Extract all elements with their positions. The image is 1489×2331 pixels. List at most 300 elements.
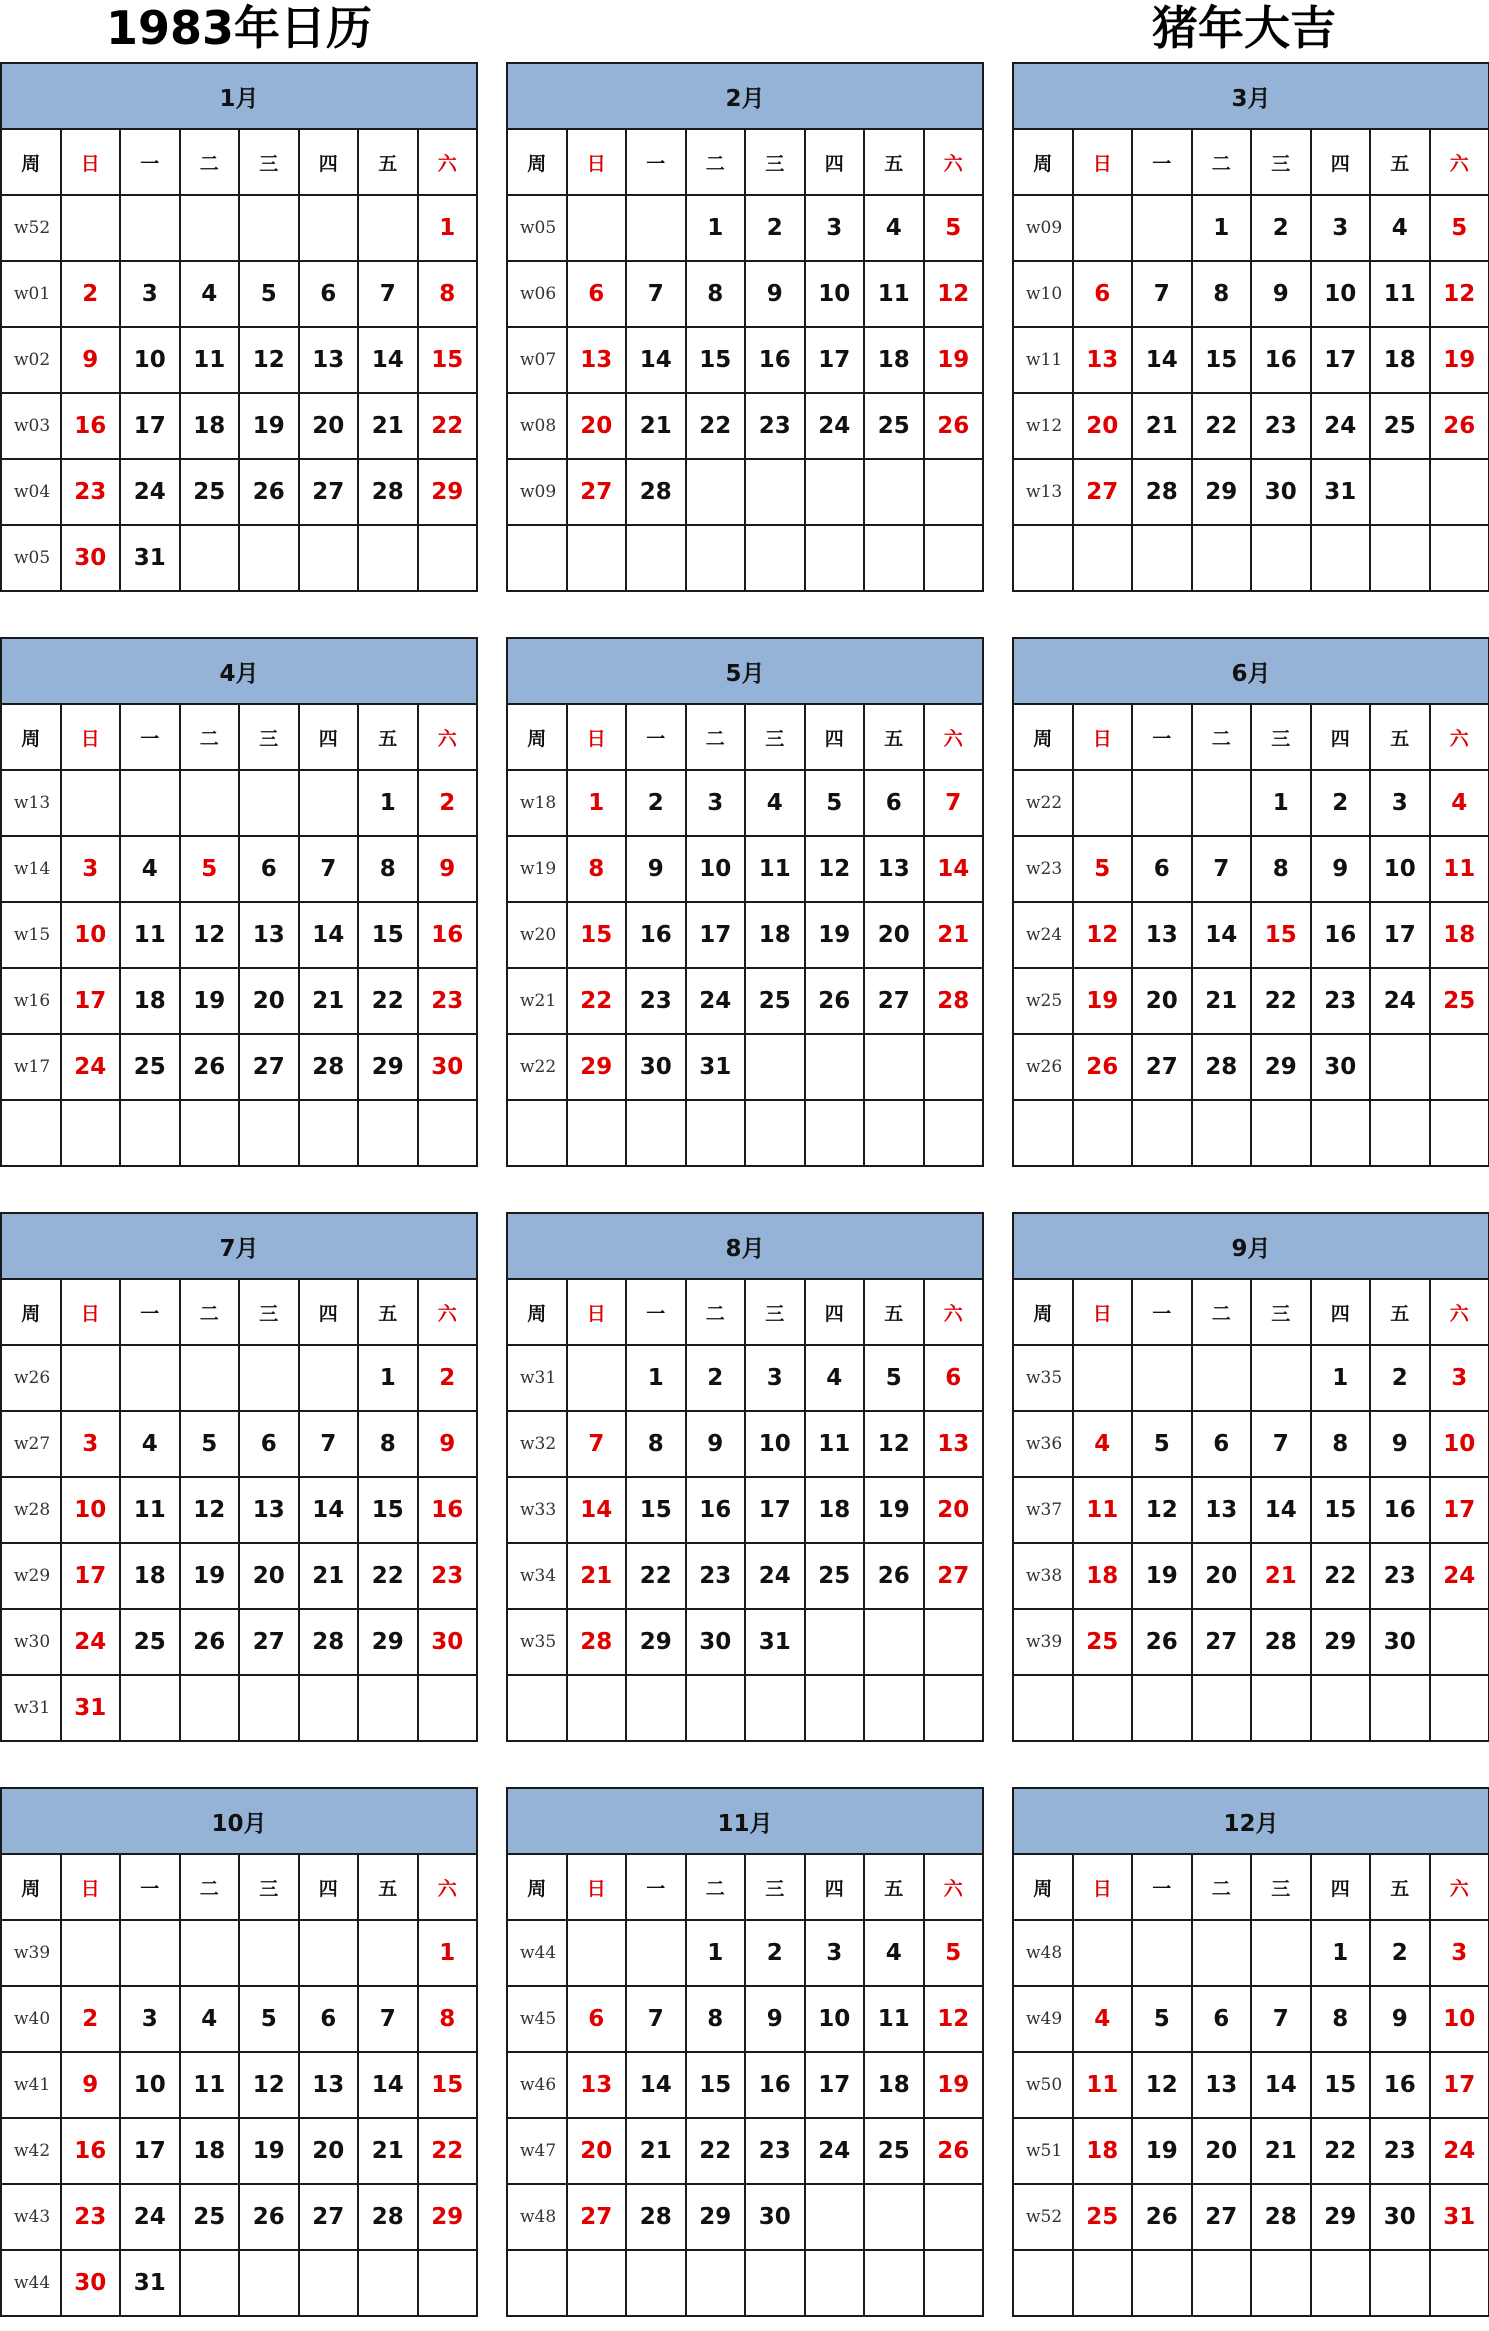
empty-day-cell [1192,1920,1252,1986]
empty-day-cell [180,770,240,836]
empty-day-cell [924,2184,984,2250]
day-cell: 22 [1251,968,1311,1034]
weekday-header: 四 [1311,1854,1371,1920]
day-cell: 21 [299,1543,359,1609]
empty-day-cell [358,2250,418,2316]
day-cell: 29 [418,459,478,525]
empty-day-cell [864,459,924,525]
week-row [1013,327,1489,393]
day-cell: 24 [1430,2118,1489,2184]
week-number: w52 [1,195,61,261]
week-number: w46 [507,2052,567,2118]
empty-day-cell [626,2250,686,2316]
empty-day-cell [299,1675,359,1741]
empty-day-cell [239,1345,299,1411]
day-cell: 5 [805,770,865,836]
day-cell: 23 [418,1543,478,1609]
day-cell: 20 [1073,393,1133,459]
day-cell: 13 [567,327,627,393]
day-cell: 16 [686,1477,746,1543]
day-cell: 5 [180,836,240,902]
day-cell: 12 [180,902,240,968]
empty-day-cell [120,1675,180,1741]
weekday-header: 三 [745,704,805,770]
week-number: w39 [1013,1609,1073,1675]
day-cell: 16 [745,327,805,393]
day-cell: 31 [1430,2184,1489,2250]
week-column-header: 周 [507,1279,567,1345]
day-cell: 1 [1311,1920,1371,1986]
empty-day-cell [626,195,686,261]
day-cell: 17 [805,2052,865,2118]
empty-day-cell [745,2250,805,2316]
week-row [1,902,477,968]
day-cell: 15 [1311,1477,1371,1543]
empty-day-cell [1251,1345,1311,1411]
day-cell: 27 [1192,1609,1252,1675]
week-row [507,1920,983,1986]
day-cell: 15 [567,902,627,968]
weekday-header: 六 [924,1854,984,1920]
page-title: 1983年日历 [106,1,373,55]
day-cell: 21 [1192,968,1252,1034]
week-number [507,525,567,591]
empty-day-cell [1430,1034,1489,1100]
weekday-row [1013,1279,1489,1345]
weekday-header: 三 [745,1279,805,1345]
month-8 [506,1212,982,1756]
day-cell: 15 [358,902,418,968]
week-row [1013,459,1489,525]
month-table [0,1787,478,2317]
day-cell: 28 [1192,1034,1252,1100]
empty-day-cell [358,195,418,261]
week-row [507,195,983,261]
day-cell: 4 [1430,770,1489,836]
empty-day-cell [299,525,359,591]
empty-day-cell [805,525,865,591]
day-cell: 22 [358,1543,418,1609]
weekday-header: 二 [1192,704,1252,770]
day-cell: 7 [626,1986,686,2052]
week-number: w13 [1,770,61,836]
day-cell: 26 [1132,1609,1192,1675]
week-number: w47 [507,2118,567,2184]
day-cell: 7 [1192,836,1252,902]
day-cell: 24 [61,1034,121,1100]
week-row [1013,1986,1489,2052]
day-cell: 30 [61,525,121,591]
day-cell: 9 [61,2052,121,2118]
week-row [1,1411,477,1477]
day-cell: 16 [1370,2052,1430,2118]
empty-day-cell [1430,1100,1489,1166]
empty-day-cell [1370,525,1430,591]
day-cell: 23 [626,968,686,1034]
day-cell: 20 [299,393,359,459]
weekday-header: 六 [418,129,478,195]
day-cell: 12 [239,2052,299,2118]
day-cell: 14 [1132,327,1192,393]
day-cell: 8 [1311,1986,1371,2052]
day-cell: 18 [180,393,240,459]
day-cell: 21 [1132,393,1192,459]
empty-day-cell [805,1034,865,1100]
day-cell: 27 [567,459,627,525]
day-cell: 28 [567,1609,627,1675]
month-10 [0,1787,476,2331]
day-cell: 25 [1430,968,1489,1034]
week-row [1013,1675,1489,1741]
empty-day-cell [120,195,180,261]
day-cell: 24 [805,393,865,459]
week-column-header: 周 [507,704,567,770]
day-cell: 19 [924,327,984,393]
week-row [507,1609,983,1675]
week-number: w06 [507,261,567,327]
day-cell: 4 [864,195,924,261]
weekday-header: 三 [1251,704,1311,770]
empty-day-cell [745,1100,805,1166]
day-cell: 1 [358,1345,418,1411]
week-number [1,1100,61,1166]
day-cell: 8 [686,261,746,327]
weekday-row [507,1279,983,1345]
day-cell: 4 [805,1345,865,1411]
empty-day-cell [805,2184,865,2250]
empty-day-cell [1073,2250,1133,2316]
day-cell: 10 [120,327,180,393]
empty-day-cell [180,1920,240,1986]
week-row [1013,1345,1489,1411]
day-cell: 11 [745,836,805,902]
day-cell: 11 [1073,1477,1133,1543]
empty-day-cell [239,195,299,261]
day-cell: 29 [418,2184,478,2250]
day-cell: 15 [686,327,746,393]
weekday-header: 六 [418,1854,478,1920]
day-cell: 8 [358,836,418,902]
day-cell: 24 [61,1609,121,1675]
empty-day-cell [1192,1100,1252,1166]
week-number: w19 [507,836,567,902]
day-cell: 8 [418,261,478,327]
day-cell: 17 [805,327,865,393]
day-cell: 22 [686,393,746,459]
day-cell: 10 [61,1477,121,1543]
day-cell: 23 [745,393,805,459]
day-cell: 2 [61,261,121,327]
day-cell: 10 [61,902,121,968]
week-number [1013,2250,1073,2316]
day-cell: 20 [299,2118,359,2184]
day-cell: 1 [1192,195,1252,261]
day-cell: 30 [1311,1034,1371,1100]
day-cell: 19 [1073,968,1133,1034]
weekday-header: 二 [180,129,240,195]
day-cell: 12 [180,1477,240,1543]
day-cell: 5 [864,1345,924,1411]
day-cell: 28 [1132,459,1192,525]
day-cell: 2 [418,770,478,836]
day-cell: 16 [418,902,478,968]
week-row [1,968,477,1034]
empty-day-cell [626,1675,686,1741]
day-cell: 20 [567,393,627,459]
day-cell: 6 [1192,1411,1252,1477]
week-number: w20 [507,902,567,968]
day-cell: 29 [1192,459,1252,525]
week-row [1,1034,477,1100]
empty-day-cell [745,459,805,525]
day-cell: 13 [924,1411,984,1477]
week-row [1013,1411,1489,1477]
day-cell: 13 [239,902,299,968]
day-cell: 23 [1251,393,1311,459]
day-cell: 16 [1311,902,1371,968]
week-number: w09 [1013,195,1073,261]
empty-day-cell [864,1034,924,1100]
day-cell: 13 [1132,902,1192,968]
empty-day-cell [1370,459,1430,525]
day-cell: 6 [567,261,627,327]
week-row [507,327,983,393]
weekday-header: 三 [239,704,299,770]
day-cell: 4 [120,836,180,902]
week-number: w03 [1,393,61,459]
empty-day-cell [1073,195,1133,261]
day-cell: 14 [358,327,418,393]
day-cell: 21 [626,2118,686,2184]
day-cell: 10 [1370,836,1430,902]
week-row [1,770,477,836]
day-cell: 21 [567,1543,627,1609]
empty-day-cell [1311,1100,1371,1166]
week-row [1,1986,477,2052]
week-number: w24 [1013,902,1073,968]
day-cell: 28 [626,2184,686,2250]
month-table [0,637,478,1167]
day-cell: 27 [864,968,924,1034]
day-cell: 22 [1192,393,1252,459]
month-5 [506,637,982,1181]
week-row [1013,2052,1489,2118]
day-cell: 5 [239,261,299,327]
week-number: w04 [1,459,61,525]
empty-day-cell [1311,1675,1371,1741]
week-number: w05 [1,525,61,591]
week-number: w22 [507,1034,567,1100]
empty-day-cell [239,2250,299,2316]
weekday-header: 日 [567,704,627,770]
month-header: 2月 [507,63,983,129]
day-cell: 9 [418,1411,478,1477]
day-cell: 18 [1073,1543,1133,1609]
empty-day-cell [805,1675,865,1741]
day-cell: 6 [239,836,299,902]
day-cell: 13 [1192,1477,1252,1543]
empty-day-cell [1073,770,1133,836]
empty-day-cell [1370,1034,1430,1100]
week-row [1013,968,1489,1034]
weekday-header: 一 [626,1279,686,1345]
day-cell: 2 [745,195,805,261]
empty-day-cell [1311,2250,1371,2316]
weekday-row [507,704,983,770]
day-cell: 16 [1251,327,1311,393]
day-cell: 12 [1430,261,1489,327]
day-cell: 23 [686,1543,746,1609]
day-cell: 11 [180,2052,240,2118]
weekday-header: 四 [299,1854,359,1920]
day-cell: 9 [626,836,686,902]
weekday-header: 五 [1370,1854,1430,1920]
weekday-row [1013,129,1489,195]
empty-day-cell [1251,1675,1311,1741]
day-cell: 6 [567,1986,627,2052]
empty-day-cell [239,1920,299,1986]
month-6 [1012,637,1488,1181]
day-cell: 19 [1132,1543,1192,1609]
day-cell: 7 [1132,261,1192,327]
month-header: 10月 [1,1788,477,1854]
day-cell: 26 [239,2184,299,2250]
empty-day-cell [567,1675,627,1741]
weekday-header: 二 [686,1279,746,1345]
day-cell: 18 [180,2118,240,2184]
day-cell: 6 [1192,1986,1252,2052]
week-number: w16 [1,968,61,1034]
weekday-header: 二 [180,704,240,770]
month-11 [506,1787,982,2331]
empty-day-cell [1430,1609,1489,1675]
empty-day-cell [299,195,359,261]
weekday-header: 六 [1430,704,1489,770]
day-cell: 28 [924,968,984,1034]
weekday-header: 五 [358,1279,418,1345]
day-cell: 23 [1370,1543,1430,1609]
weekday-header: 五 [1370,129,1430,195]
day-cell: 25 [120,1609,180,1675]
weekday-header: 五 [358,129,418,195]
weekday-header: 五 [864,1279,924,1345]
weekday-header: 二 [686,1854,746,1920]
empty-day-cell [180,2250,240,2316]
day-cell: 23 [61,2184,121,2250]
week-number: w05 [507,195,567,261]
week-column-header: 周 [507,129,567,195]
empty-day-cell [1370,1100,1430,1166]
day-cell: 6 [924,1345,984,1411]
weekday-header: 五 [358,704,418,770]
week-row [1013,1034,1489,1100]
day-cell: 5 [1132,1986,1192,2052]
week-column-header: 周 [1013,1279,1073,1345]
day-cell: 25 [1370,393,1430,459]
week-number: w36 [1013,1411,1073,1477]
weekday-header: 一 [120,1279,180,1345]
weekday-header: 日 [1073,1279,1133,1345]
empty-day-cell [924,1609,984,1675]
weekday-header: 二 [180,1854,240,1920]
day-cell: 10 [745,1411,805,1477]
day-cell: 6 [1132,836,1192,902]
day-cell: 29 [567,1034,627,1100]
weekday-row [1,1854,477,1920]
day-cell: 5 [1430,195,1489,261]
month-table [506,62,984,592]
day-cell: 23 [1370,2118,1430,2184]
day-cell: 3 [61,836,121,902]
day-cell: 18 [1370,327,1430,393]
week-number: w26 [1013,1034,1073,1100]
week-row [1,261,477,327]
empty-day-cell [864,1675,924,1741]
week-number [1013,1675,1073,1741]
day-cell: 5 [1132,1411,1192,1477]
week-row [507,902,983,968]
day-cell: 29 [1251,1034,1311,1100]
week-row [1,2184,477,2250]
weekday-header: 日 [61,1854,121,1920]
day-cell: 14 [626,327,686,393]
empty-day-cell [120,1100,180,1166]
empty-day-cell [924,1100,984,1166]
day-cell: 30 [418,1034,478,1100]
day-cell: 16 [1370,1477,1430,1543]
weekday-header: 一 [120,129,180,195]
month-header: 8月 [507,1213,983,1279]
week-number: w09 [507,459,567,525]
week-number: w49 [1013,1986,1073,2052]
day-cell: 21 [626,393,686,459]
week-row [507,261,983,327]
empty-day-cell [1251,1920,1311,1986]
empty-day-cell [924,459,984,525]
day-cell: 25 [864,2118,924,2184]
day-cell: 26 [239,459,299,525]
day-cell: 29 [626,1609,686,1675]
day-cell: 22 [567,968,627,1034]
week-row [507,1477,983,1543]
day-cell: 12 [1132,2052,1192,2118]
week-row [1,195,477,261]
weekday-header: 四 [299,129,359,195]
weekday-header: 日 [567,129,627,195]
day-cell: 2 [1370,1345,1430,1411]
week-column-header: 周 [1,1854,61,1920]
day-cell: 31 [686,1034,746,1100]
day-cell: 2 [686,1345,746,1411]
empty-day-cell [180,1100,240,1166]
day-cell: 8 [1192,261,1252,327]
day-cell: 17 [1430,2052,1489,2118]
month-1 [0,62,476,606]
month-table [1012,1787,1489,2317]
week-number: w45 [507,1986,567,2052]
week-number [1013,1100,1073,1166]
day-cell: 10 [120,2052,180,2118]
weekday-header: 四 [805,704,865,770]
day-cell: 3 [1430,1345,1489,1411]
day-cell: 27 [239,1609,299,1675]
day-cell: 20 [567,2118,627,2184]
weekday-header: 五 [864,129,924,195]
week-row [1013,2184,1489,2250]
month-header: 7月 [1,1213,477,1279]
weekday-header: 五 [1370,1279,1430,1345]
day-cell: 28 [626,459,686,525]
